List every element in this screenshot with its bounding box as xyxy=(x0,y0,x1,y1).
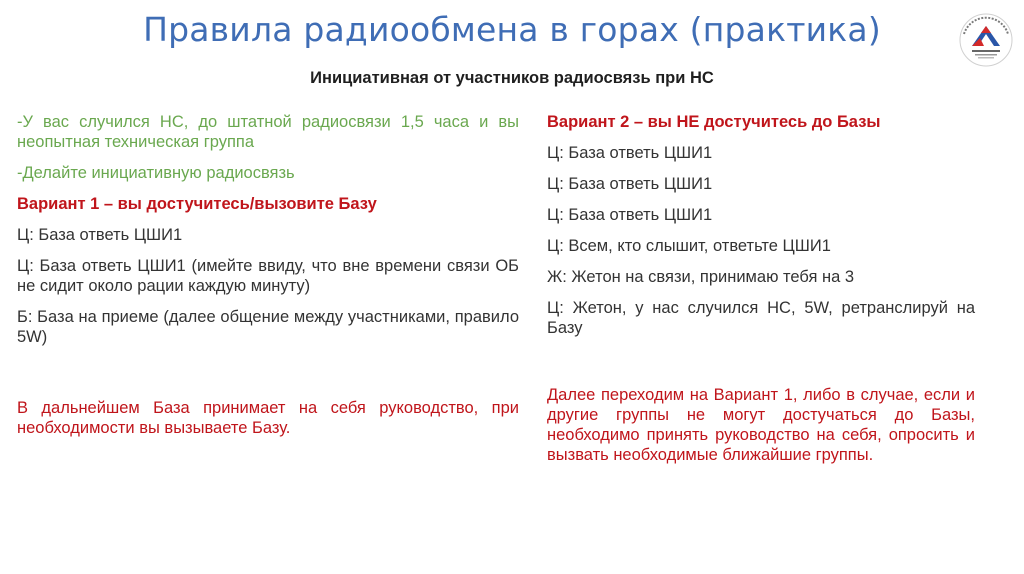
left-paragraph-2: -Делайте инициативную радиосвязь xyxy=(17,164,295,182)
right-reply: Ж: Жетон на связи, принимаю тебя на 3 xyxy=(547,268,855,286)
left-variant-heading: Вариант 1 – вы достучитесь/вызовите Базу xyxy=(17,195,377,213)
left-paragraph-1: -У вас случился НС, до штатной радиосвязи 1,5 часа и вы неопытная техническая группа xyxy=(17,113,519,151)
slide-title: Правила радиообмена в горах (практика) xyxy=(143,10,881,49)
right-variant-heading: Вариант 2 – вы НЕ достучитесь до Базы xyxy=(547,113,881,131)
right-call-all: Ц: Всем, кто слышит, ответьте ЦШИ1 xyxy=(547,237,831,255)
left-call-1: Ц: База ответь ЦШИ1 xyxy=(17,226,183,244)
right-call-2: Ц: База ответь ЦШИ1 xyxy=(547,175,713,193)
slide-subtitle: Инициативная от участников радиосвязь при НС xyxy=(310,69,714,87)
right-conclusion: Далее переходим на Вариант 1, либо в случае, если и другие группы не могут достучаться до Базы, необходимо принять руководство на себя, опросить и вызвать необходимые ближайшие группы. xyxy=(547,386,975,464)
left-call-2: Ц: База ответь ЦШИ1 (имейте ввиду, что вне времени связи ОБ не сидит около рации каждую минуту) xyxy=(17,257,519,295)
right-call-3: Ц: База ответь ЦШИ1 xyxy=(547,206,713,224)
left-base-reply: Б: База на приеме (далее общение между участниками, правило 5W) xyxy=(17,308,519,346)
mountain-federation-logo-icon xyxy=(958,12,1014,68)
right-relay-request: Ц: Жетон, у нас случился НС, 5W, ретранслируй на Базу xyxy=(547,299,975,337)
left-conclusion: В дальнейшем База принимает на себя руководство, при необходимости вы вызываете Базу. xyxy=(17,399,519,437)
left-column xyxy=(17,112,519,449)
right-call-1: Ц: База ответь ЦШИ1 xyxy=(547,144,713,162)
right-column xyxy=(547,112,975,476)
